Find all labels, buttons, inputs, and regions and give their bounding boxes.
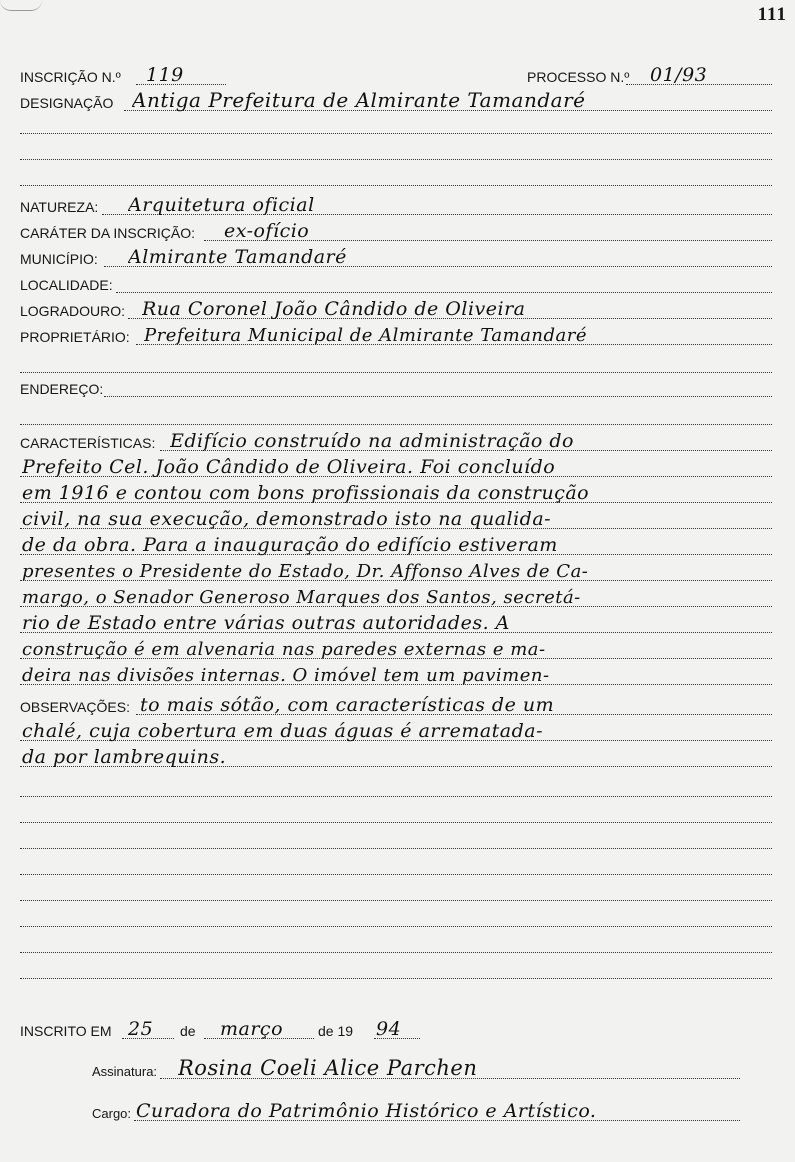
observacoes-row-1 [20, 692, 772, 718]
observacoes-row-3 [20, 744, 772, 770]
blank-line [20, 848, 772, 849]
caracteristicas-text-line: Edifício construído na administração do [170, 430, 574, 452]
assinatura-row [92, 1056, 772, 1082]
localidade-row [20, 270, 772, 296]
inscrito-day: 25 [128, 1018, 154, 1040]
designacao-value: Antiga Prefeitura de Almirante Tamandaré [132, 88, 586, 112]
assinatura-label: Assinatura: [92, 1064, 158, 1079]
blank-line [20, 822, 772, 823]
caracteristicas-text-line: rio de Estado entre várias outras autoridades. A [22, 612, 510, 634]
blank-line [20, 372, 772, 373]
caracteristicas-row-3 [20, 480, 772, 506]
caracteristicas-text-line: civil, na sua execução, demonstrado isto na qualida- [22, 508, 552, 530]
caracteristicas-row-1 [20, 428, 772, 454]
caracteristicas-text-line: construção é em alvenaria nas paredes externas e ma- [22, 639, 546, 660]
caracteristicas-text-line: Prefeito Cel. João Cândido de Oliveira. Foi concluído [22, 456, 556, 478]
inscrito-year: 94 [376, 1018, 402, 1040]
caracteristicas-row-10 [20, 662, 772, 688]
cargo-label: Cargo: [92, 1106, 132, 1121]
caracteristicas-row-4 [20, 506, 772, 532]
natureza-row [20, 192, 772, 218]
logradouro-row [20, 296, 772, 322]
municipio-value: Almirante Tamandaré [128, 246, 347, 268]
localidade-line [116, 292, 772, 293]
page-number: 111 [757, 4, 787, 25]
natureza-value: Arquitetura oficial [128, 194, 315, 216]
logradouro-label: LOGRADOURO: [20, 303, 126, 319]
proprietario-label: PROPRIETÁRIO: [20, 329, 130, 345]
observacoes-text-line: chalé, cuja cobertura em duas águas é arrematada- [22, 720, 544, 742]
municipio-label: MUNICÍPIO: [20, 251, 98, 267]
inscrito-de-label: de [180, 1023, 196, 1039]
signature: Rosina Coeli Alice Parchen [178, 1056, 478, 1080]
caracteristicas-row-6 [20, 558, 772, 584]
caracteristicas-label: CARACTERÍSTICAS: [20, 435, 156, 451]
natureza-label: NATUREZA: [20, 199, 99, 215]
blank-line [20, 424, 772, 425]
inscrito-row [20, 1016, 772, 1042]
cargo-value: Curadora do Patrimônio Histórico e Artístico. [136, 1100, 597, 1122]
observacoes-label: OBSERVAÇÕES: [20, 699, 130, 715]
blank-line [20, 952, 772, 953]
observacoes-text-line: to mais sótão, com características de um [140, 694, 555, 716]
endereco-row [20, 374, 772, 400]
carater-value: ex-ofício [224, 220, 310, 242]
processo-label: PROCESSO N.º [527, 69, 630, 85]
cargo-row [92, 1098, 772, 1124]
caracteristicas-text-line: de da obra. Para a inauguração do edifício estiveram [22, 534, 558, 556]
corner-mark [0, 0, 42, 11]
blank-line [20, 926, 772, 927]
caracteristicas-row-8 [20, 610, 772, 636]
observacoes-row-2 [20, 718, 772, 744]
inscricao-row [20, 62, 772, 88]
processo-value: 01/93 [650, 64, 708, 86]
caracteristicas-text-line: em 1916 e contou com bons profissionais da construção [22, 482, 590, 504]
proprietario-row [20, 322, 772, 348]
blank-line [20, 900, 772, 901]
endereco-label: ENDEREÇO: [20, 381, 104, 397]
logradouro-value: Rua Coronel João Cândido de Oliveira [142, 298, 526, 320]
proprietario-value: Prefeitura Municipal de Almirante Tamandaré [144, 325, 588, 346]
carater-label: CARÁTER DA INSCRIÇÃO: [20, 225, 196, 241]
localidade-label: LOCALIDADE: [20, 277, 113, 293]
carater-row [20, 218, 772, 244]
inscrito-month: março [220, 1018, 284, 1040]
caracteristicas-row-9 [20, 636, 772, 662]
blank-line [20, 978, 772, 979]
observacoes-text-line: da por lambrequins. [22, 746, 227, 768]
blank-line [20, 185, 772, 186]
blank-line [20, 796, 772, 797]
caracteristicas-row-7 [20, 584, 772, 610]
blank-line [20, 874, 772, 875]
caracteristicas-row-5 [20, 532, 772, 558]
blank-line [20, 133, 772, 134]
caracteristicas-text-line: margo, o Senador Generoso Marques dos Santos, secretá- [22, 587, 581, 608]
endereco-line [104, 396, 772, 397]
inscricao-label: INSCRIÇÃO N.º [20, 69, 121, 85]
inscricao-value: 119 [146, 64, 184, 86]
caracteristicas-row-2 [20, 454, 772, 480]
caracteristicas-text-line: deira nas divisões internas. O imóvel tem um pavimen- [22, 665, 550, 686]
municipio-row [20, 244, 772, 270]
inscrito-year-prefix: de 19 [318, 1023, 354, 1039]
designacao-row [20, 88, 772, 114]
caracteristicas-text-line: presentes o Presidente do Estado, Dr. Affonso Alves de Ca- [22, 561, 589, 582]
blank-line [20, 159, 772, 160]
designacao-label: DESIGNAÇÃO [20, 95, 114, 111]
inscrito-label: INSCRITO EM [20, 1023, 112, 1039]
